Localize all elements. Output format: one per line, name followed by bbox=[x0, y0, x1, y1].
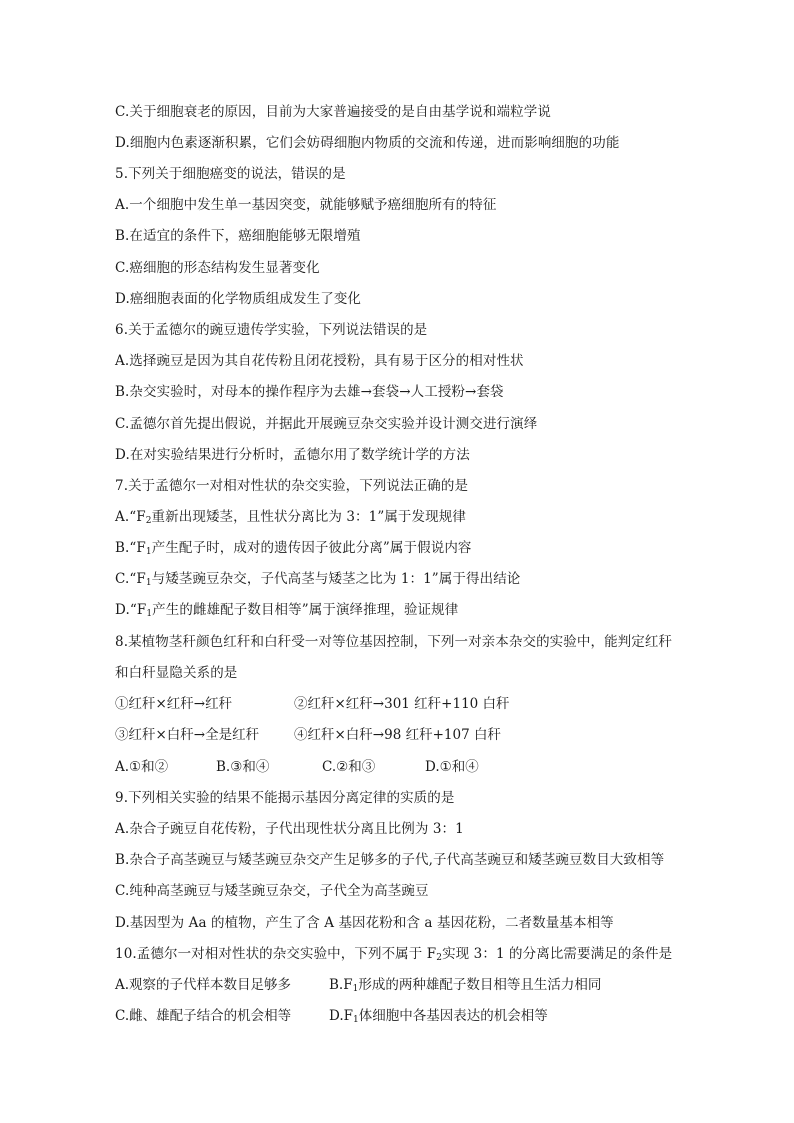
q5-stem: 5.下列关于细胞癌变的说法，错误的是 bbox=[115, 166, 346, 182]
q8-stem-line2: 和白秆显隐关系的是 bbox=[115, 665, 238, 681]
q4-option-c: C.关于细胞衰老的原因，目前为大家普遍接受的是自由基学说和端粒学说 bbox=[115, 104, 551, 120]
q10-option-a: A.观察的子代样本数目足够多 bbox=[115, 977, 292, 993]
q6-option-d: D.在对实验结果进行分析时，孟德尔用了数学统计学的方法 bbox=[115, 447, 470, 463]
q9-option-a: A.杂合子豌豆自花传粉，子代出现性状分离且比例为 3：1 bbox=[115, 821, 464, 837]
q10-option-b: $B.F_1$形成的两种雄配子数目相等且生活力相同 bbox=[329, 977, 602, 994]
q8-cross-3: ③红秆×白秆→全是红秆 bbox=[115, 727, 260, 743]
q7-option-d: $D.“F_1$产生的雌雄配子数目相等”属于演绎推理，验证规律 bbox=[115, 602, 459, 619]
q7-option-c: $C.“F_1$与矮茎豌豆杂交，子代高茎与矮茎之比为 1：1”属于得出结论 bbox=[115, 571, 521, 588]
q8-option-c: C.②和③ bbox=[322, 759, 376, 775]
q6-option-a: A.选择豌豆是因为其自花传粉且闭花授粉，具有易于区分的相对性状 bbox=[115, 353, 524, 369]
q5-option-c: C.癌细胞的形态结构发生显著变化 bbox=[115, 260, 320, 276]
q9-option-c: C.纯种高茎豌豆与矮茎豌豆杂交，子代全为高茎豌豆 bbox=[115, 883, 429, 899]
q6-stem: 6.关于孟德尔的豌豆遗传学实验，下列说法错误的是 bbox=[115, 322, 428, 338]
q4-option-d: D.细胞内色素逐渐积累，它们会妨碍细胞内物质的交流和传递，进而影响细胞的功能 bbox=[115, 135, 620, 151]
q9-stem: 9.下列相关实验的结果不能揭示基因分离定律的实质的是 bbox=[115, 790, 455, 806]
q8-stem-line1: 8.某植物茎秆颜色红秆和白秆受一对等位基因控制，下列一对亲本杂交的实验中，能判定红秆 bbox=[115, 634, 673, 650]
q9-option-d: D.基因型为 Aa 的植物，产生了含 A 基因花粉和含 a 基因花粉，二者数量基本相等 bbox=[115, 915, 614, 931]
q10-stem: 10.孟德尔一对相对性状的杂交实验中，下列不属于 $F_2$实现 3：1 的分离比需要满足的条件是 bbox=[115, 946, 673, 963]
q7-option-b: $B.“F_1$产生配子时，成对的遗传因子彼此分离”属于假说内容 bbox=[115, 540, 472, 557]
q6-option-c: C.孟德尔首先提出假说，并据此开展豌豆杂交实验并设计测交进行演绎 bbox=[115, 416, 538, 432]
q8-option-d: D.①和④ bbox=[425, 759, 479, 775]
q8-cross-1: ①红秆×红秆→红秆 bbox=[115, 696, 233, 712]
q8-cross-2: ②红秆×红秆→301 红秆+110 白秆 bbox=[294, 696, 510, 712]
q5-option-d: D.癌细胞表面的化学物质组成发生了变化 bbox=[115, 291, 362, 307]
q7-stem: 7.关于孟德尔一对相对性状的杂交实验，下列说法正确的是 bbox=[115, 478, 469, 494]
q10-option-d: $D.F_1$体细胞中各基因表达的机会相等 bbox=[329, 1008, 548, 1025]
q7-option-a: $A.“F_2$重新出现矮茎，且性状分离比为 3：1”属于发现规律 bbox=[115, 509, 466, 526]
q8-option-b: B.③和④ bbox=[216, 759, 270, 775]
q5-option-b: B.在适宜的条件下，癌细胞能够无限增殖 bbox=[115, 228, 361, 244]
q6-option-b: B.杂交实验时，对母本的操作程序为去雄→套袋→人工授粉→套袋 bbox=[115, 384, 504, 400]
q9-option-b: B.杂合子高茎豌豆与矮茎豌豆杂交产生足够多的子代,子代高茎豌豆和矮茎豌豆数目大致相等 bbox=[115, 852, 665, 868]
q8-cross-4: ④红秆×白秆→98 红秆+107 白秆 bbox=[294, 727, 501, 743]
q5-option-a: A.一个细胞中发生单一基因突变，就能够赋予癌细胞所有的特征 bbox=[115, 197, 497, 213]
q10-option-c: C.雌、雄配子结合的机会相等 bbox=[115, 1008, 292, 1024]
q8-option-a: A.①和② bbox=[115, 759, 169, 775]
